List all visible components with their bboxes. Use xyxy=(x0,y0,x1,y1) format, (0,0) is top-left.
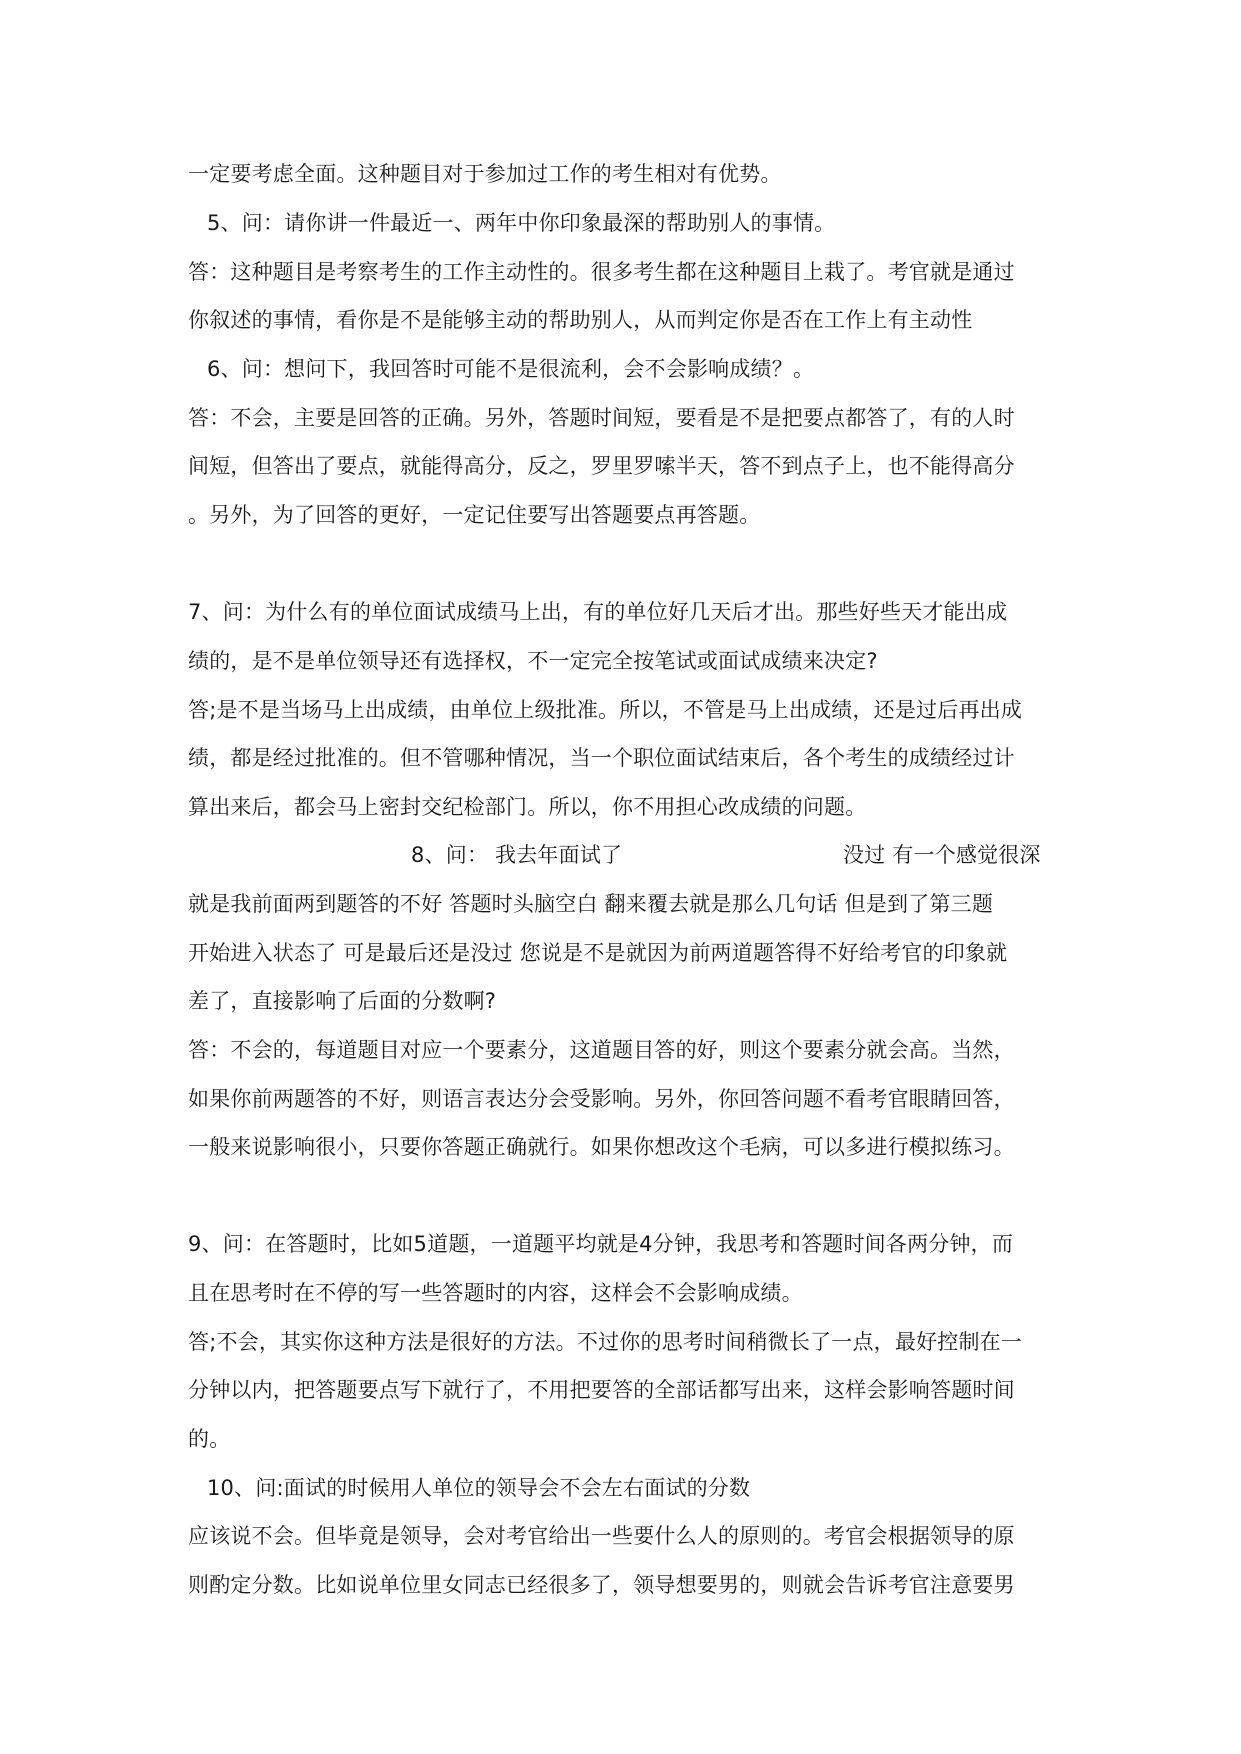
answer-line: 答：不会的，每道题目对应一个要素分，这道题目答的好，则这个要素分就会高。当然， xyxy=(188,1038,1015,1062)
answer-line: 则酌定分数。比如说单位里女同志已经很多了，领导想要男的，则就会告诉考官注意要男 xyxy=(188,1573,1015,1597)
answer-line: 答：这种题目是考察考生的工作主动性的。很多考生都在这种题目上栽了。考官就是通过 xyxy=(188,260,1015,284)
answer-line: 绩，都是经过批准的。但不管哪种情况，当一个职位面试结束后，各个考生的成绩经过计 xyxy=(188,746,1015,770)
answer-line: 间短，但答出了要点，就能得高分，反之，罗里罗嗦半天，答不到点子上，也不能得高分 xyxy=(188,454,1015,478)
answer-line: 如果你前两题答的不好，则语言表达分会受影响。另外，你回答问题不看考官眼睛回答， xyxy=(188,1087,1015,1111)
answer-line: 的。 xyxy=(188,1427,231,1451)
question-line: 差了，直接影响了后面的分数啊? xyxy=(188,989,497,1013)
question-6: 6、问：想问下，我回答时可能不是很流利，会不会影响成绩？。 xyxy=(207,357,815,381)
answer-line: 。另外，为了回答的更好，一定记住要写出答题要点再答题。 xyxy=(188,503,761,527)
answer-line: 你叙述的事情，看你是不是能够主动的帮助别人，从而判定你是否在工作上有主动性 xyxy=(188,308,973,332)
question-8-start: 8、问： 我去年面试了 xyxy=(411,843,623,867)
answer-line: 算出来后，都会马上密封交纪检部门。所以，你不用担心改成绩的问题。 xyxy=(188,795,867,819)
answer-line: 答;不会，其实你这种方法是很好的方法。不过你的思考时间稍微长了一点，最好控制在一 xyxy=(188,1330,1023,1354)
question-7: 7、问：为什么有的单位面试成绩马上出，有的单位好几天后才出。那些好些天才能出成 xyxy=(188,600,1008,624)
question-5: 5、问：请你讲一件最近一、两年中你印象最深的帮助别人的事情。 xyxy=(207,211,836,235)
answer-line: 一般来说影响很小，只要你答题正确就行。如果你想改这个毛病，可以多进行模拟练习。 xyxy=(188,1135,1015,1159)
question-line: 就是我前面两到题答的不好 答题时头脑空白 翻来覆去就是那么几句话 但是到了第三题 xyxy=(188,892,994,916)
text-line: 一定要考虑全面。这种题目对于参加过工作的考生相对有优势。 xyxy=(188,162,782,186)
question-line: 且在思考时在不停的写一些答题时的内容，这样会不会影响成绩。 xyxy=(188,1281,803,1305)
question-line: 绩的，是不是单位领导还有选择权，不一定完全按笔试或面试成绩来决定? xyxy=(188,649,878,673)
question-8-end: 没过 有一个感觉很深 xyxy=(843,843,1041,867)
question-9: 9、问：在答题时，比如5道题，一道题平均就是4分钟，我思考和答题时间各两分钟，而 xyxy=(188,1232,1014,1256)
answer-line: 答：不会，主要是回答的正确。另外，答题时间短，要看是不是把要点都答了，有的人时 xyxy=(188,406,1015,430)
answer-line: 分钟以内，把答题要点写下就行了，不用把要答的全部话都写出来，这样会影响答题时间 xyxy=(188,1378,1015,1402)
answer-line: 答;是不是当场马上出成绩，由单位上级批准。所以，不管是马上出成绩，还是过后再出成 xyxy=(188,698,1023,722)
question-line: 开始进入状态了 可是最后还是没过 您说是不是就因为前两道题答得不好给考官的印象就 xyxy=(188,941,1008,965)
question-10: 10、问:面试的时候用人单位的领导会不会左右面试的分数 xyxy=(207,1476,751,1500)
answer-line: 应该说不会。但毕竟是领导，会对考官给出一些要什么人的原则的。考官会根据领导的原 xyxy=(188,1524,1015,1548)
